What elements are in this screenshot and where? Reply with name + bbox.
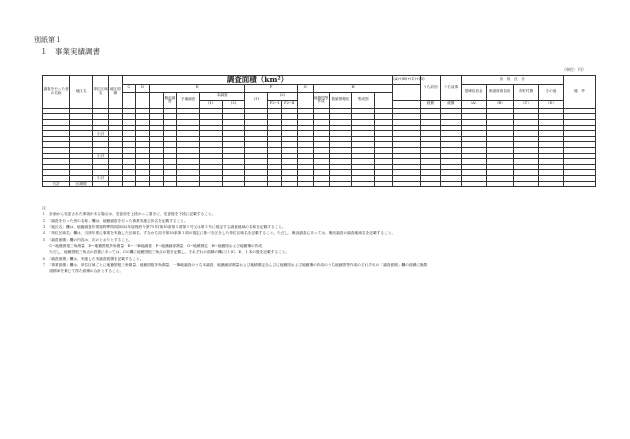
cost-share-header: 負 担 区 分	[461, 76, 563, 85]
share-prefecture: 都道府県負担	[486, 84, 513, 100]
col-e: E	[149, 84, 245, 92]
note-line: ３ 「地区名」欄は、地籍調査作業規程準則(昭和32年総理府令第71号)第10条第１項第１号又は第２号に規定する調査地域の名称を記載すること。	[42, 225, 286, 230]
note-line: ２ 「調査を行った者の名称」欄は、地籍調査を行った事業実施主体名を記載すること。	[42, 218, 188, 223]
f-sub-1: (1)	[245, 92, 268, 108]
notes-heading: 注	[42, 206, 46, 210]
col-remarks: 備 考	[563, 76, 595, 109]
col-subtotal-previous: うち前回	[420, 76, 440, 101]
col-d: D	[136, 84, 150, 92]
e-overview-survey: 概況調査	[163, 92, 177, 108]
cost-label-1: 経費	[420, 100, 440, 108]
share-d-label: （D）	[538, 100, 563, 108]
table-body	[43, 108, 596, 186]
e-main-survey-2: (2)	[222, 100, 245, 108]
notes-section	[42, 205, 602, 275]
total-label: 合計	[43, 181, 70, 187]
col-g: G	[297, 84, 313, 92]
col-unit-area: 単位区域名	[93, 76, 109, 109]
f-sub-2b: F2−Ⅱ	[281, 100, 297, 108]
total-area-formula: (A)+(B)+(C)+(D)	[393, 76, 420, 85]
subtotal-label: 小計	[93, 176, 109, 182]
col-area-size: 地区面積	[108, 76, 122, 109]
f-sub-2: (2)	[268, 92, 298, 100]
note-line: １ 計画から変更された事項がある場合は、変更前を上段かっこ書きに、変更後を下段に記載すること。	[42, 212, 216, 217]
h-cadastral-map: 地籍図等作成	[313, 92, 329, 108]
note-line: ４ 「単位区域名」欄は、当該年度に事業を実施した区域名、すなわち同令第20条第１項の規定に基づき区分した単位区域名を記載すること。ただし、概況調査にあっては、概況調査の調査地域名を記載すること。	[42, 231, 396, 236]
share-national: 国庫負担金	[461, 84, 486, 100]
share-other: その他	[538, 84, 563, 100]
col-surveyor-name: 調査を行った者の名称	[43, 76, 70, 109]
note-line: ただし、地籍図根三角点の設置にあっては、Cの欄に地籍図根三角点の数を記載し、それぞれの面積の欄に(１)C、E、１本の数を記載すること。	[42, 250, 290, 255]
col-subtotal-prior: うち前事	[441, 76, 461, 101]
col-h: H	[313, 84, 393, 92]
business-results-table	[42, 75, 596, 187]
note-line: C−地籍図根三角測量 D−地籍図根多角測量 E−一筆地調査 F−地籍細部測量 G−地積測定 H−地籍図および地籍簿の作成	[42, 244, 263, 249]
attachment-title: 別紙第１	[34, 36, 62, 44]
total-row	[43, 181, 596, 187]
note-line: 面積率を乗じて得た面積の合計とすること。	[42, 269, 124, 274]
h-compiled-map: 集成図	[352, 92, 375, 108]
col-c: C	[122, 84, 136, 92]
col-area-name: 地区名	[70, 76, 93, 109]
total-area-count-label: 区域数	[70, 181, 93, 187]
col-f: F	[245, 84, 297, 92]
share-c-label: （C）	[513, 100, 538, 108]
subtotal-label: 小計	[93, 153, 109, 159]
f-sub-2a: F2−Ⅰ	[268, 100, 282, 108]
h-digital-info: 数値情報化	[329, 92, 352, 108]
note-line: ５ 「調査面積」欄の内容は、次のとおりとすること。	[42, 237, 133, 242]
share-b-label: （B）	[486, 100, 513, 108]
e-main-survey-1: (1)	[199, 100, 222, 108]
share-municipal: 市町村費	[513, 84, 538, 100]
cost-label-2: 経費	[441, 100, 461, 108]
note-line: ７ 「事業面積」欄は、単位区域ごとに地籍図根三角測量、地籍図根多角測量、一筆地調査のうち本調査、地籍細部測量および地積測定ならびに地籍図および地籍簿の作成のうち地籍図等作成のそれぞれの「調査面積」欄の面積に換算	[42, 263, 428, 268]
note-line: ６ 「調査面積」欄は、実施した実調査面積を記載すること。	[42, 256, 144, 261]
unit-label: （単位：円）	[562, 67, 586, 72]
share-a-label: （A）	[461, 100, 486, 108]
subtotal-label: 小計	[93, 131, 109, 137]
section-title: １ 事業実績調書	[40, 47, 100, 56]
e-preliminary-survey: 予備調査	[177, 92, 200, 108]
survey-area-header: 調査面積（km²）	[122, 76, 393, 85]
e-main-survey: 本調査	[199, 92, 245, 100]
